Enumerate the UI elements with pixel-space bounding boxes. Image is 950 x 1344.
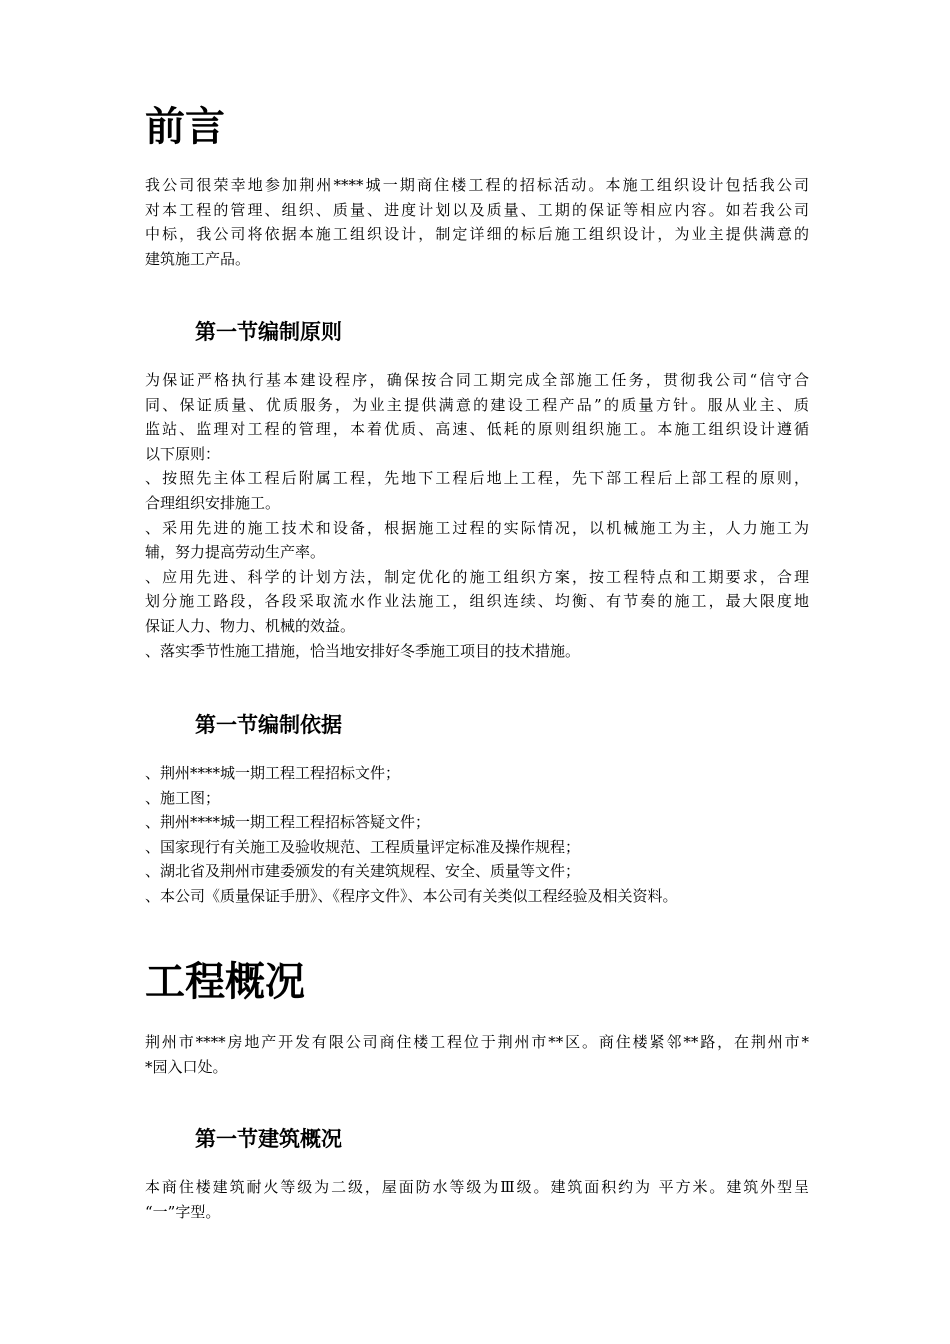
paragraph-overview-intro [145, 1030, 809, 1079]
heading-project-overview: 工程概况 [145, 958, 305, 1005]
text-line: 、落实季节性施工措施，恰当地安排好冬季施工项目的技术措施。 [145, 641, 581, 660]
list-compilation-basis [145, 761, 809, 909]
heading-building-overview: 第一节建筑概况 [195, 1126, 342, 1151]
text-line: 保证人力、物力、机械的效益。 [145, 616, 356, 635]
text-line: 为保证严格执行基本建设程序，确保按合同工期完成全部施工任务，贯彻我公司“信守合 [145, 371, 809, 389]
text-line: *园入口处。 [145, 1057, 228, 1076]
list-item: 、施工图； [145, 788, 221, 807]
text-line: 辅，努力提高劳动生产率。 [145, 543, 326, 562]
text-line: 以下原则： [145, 444, 221, 463]
text-line: 本商住楼建筑耐火等级为二级，屋面防水等级为Ⅲ级。建筑面积约为 平方米。建筑外型呈 [145, 1178, 809, 1196]
text-line: 划分施工路段，各段采取流水作业法施工，组织连续、均衡、有节奏的施工，最大限度地 [145, 592, 809, 611]
text-line: 建筑施工产品。 [145, 249, 251, 268]
text-line: 同、保证质量、优质服务，为业主提供满意的建设工程产品”的质量方针。服从业主、质 [145, 395, 809, 414]
list-item: 、本公司《质量保证手册》、《程序文件》、本公司有关类似工程经验及相关资料。 [145, 886, 678, 905]
heading-compilation-basis: 第一节编制依据 [195, 712, 342, 737]
heading-preface: 前言 [145, 103, 225, 150]
text-line: “一”字型。 [145, 1202, 221, 1221]
text-line: 、采用先进的施工技术和设备，根据施工过程的实际情况，以机械施工为主，人力施工为 [145, 518, 809, 537]
list-item: 、国家现行有关施工及验收规范、工程质量评定标准及操作规程； [145, 837, 581, 856]
text-line: 合理组织安排施工。 [145, 493, 281, 512]
text-line: 荆州市****房地产开发有限公司商住楼工程位于荆州市**区。商住楼紧邻**路，在荆州市* [145, 1033, 809, 1051]
text-line: 对本工程的管理、组织、质量、进度计划以及质量、工期的保证等相应内容。如若我公司 [145, 200, 809, 219]
list-item: 、荆州****城一期工程工程招标文件； [145, 764, 401, 782]
text-line: 我公司很荣幸地参加荆州****城一期商住楼工程的招标活动。本施工组织设计包括我公司 [145, 176, 809, 194]
heading-compilation-principles: 第一节编制原则 [195, 319, 342, 344]
paragraph-preface-intro [145, 173, 809, 271]
text-line: 中标，我公司将依据本施工组织设计，制定详细的标后施工组织设计，为业主提供满意的 [145, 225, 809, 244]
text-line: 、应用先进、科学的计划方法，制定优化的施工组织方案，按工程特点和工期要求，合理 [145, 567, 809, 586]
text-line: 、按照先主体工程后附属工程，先地下工程后地上工程，先下部工程后上部工程的原则， [145, 469, 809, 488]
paragraph-building-overview [145, 1175, 809, 1224]
paragraph-principles [145, 368, 809, 663]
list-item: 、荆州****城一期工程工程招标答疑文件； [145, 813, 431, 832]
list-item: 、湖北省及荆州市建委颁发的有关建筑规程、安全、质量等文件； [145, 862, 581, 881]
text-line: 监站、监理对工程的管理，本着优质、高速、低耗的原则组织施工。本施工组织设计遵循 [145, 420, 809, 439]
